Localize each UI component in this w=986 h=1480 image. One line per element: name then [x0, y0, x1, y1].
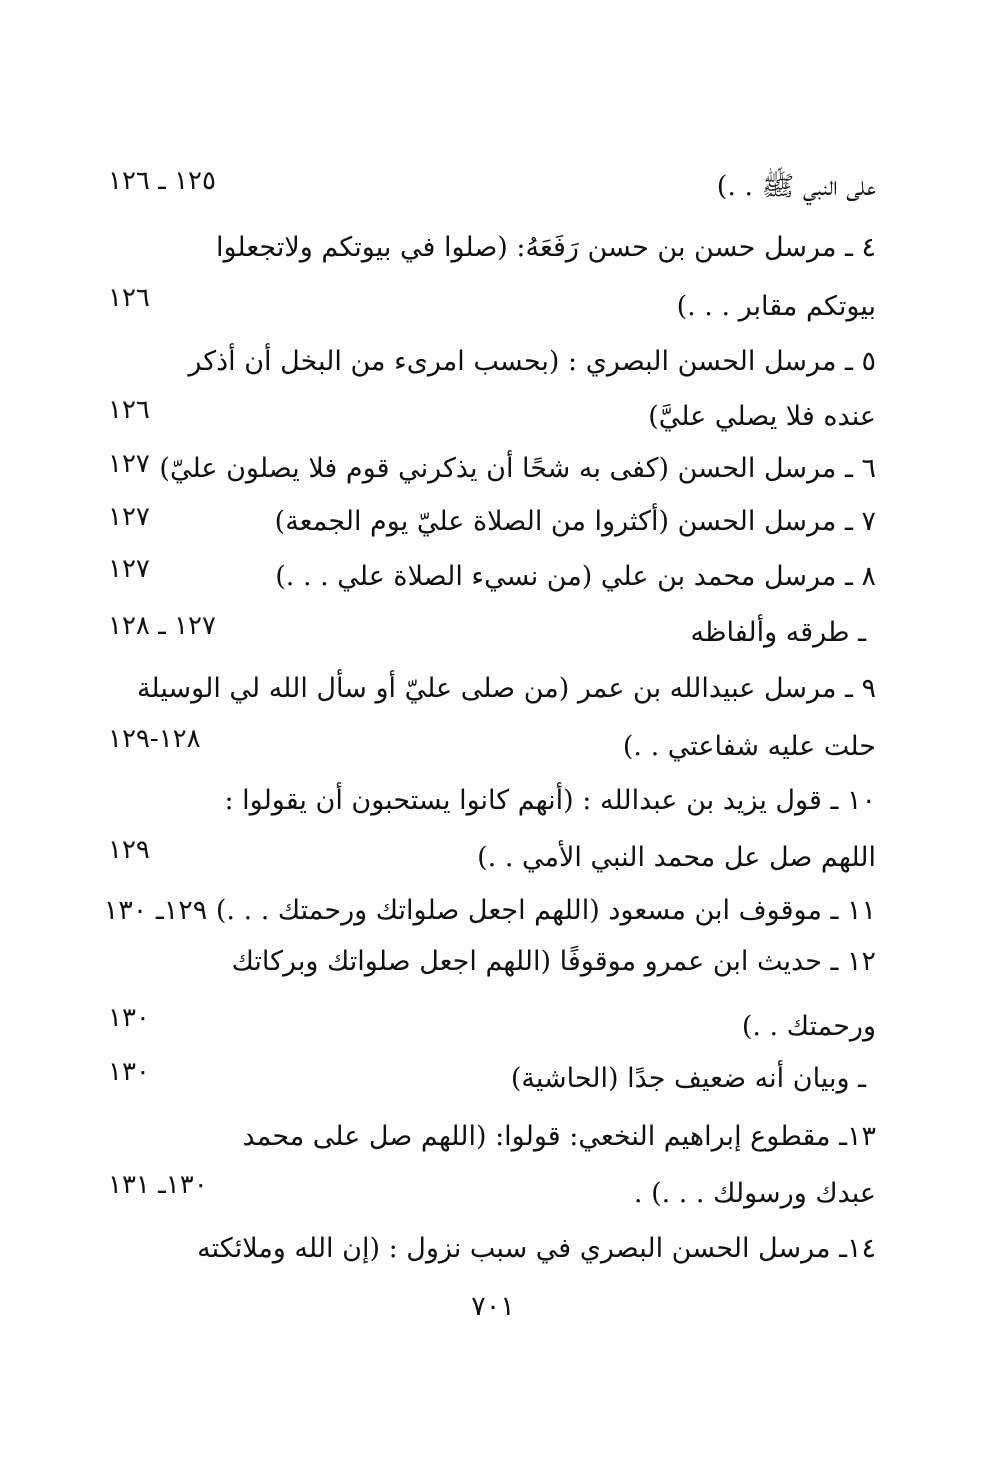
entry-pages-8: ١٢٧ — [108, 554, 150, 584]
entry-pages-7: ١٢٧ — [108, 502, 150, 532]
entry-line-13: اللهم صل عل محمد النبي الأمي . .) — [477, 842, 876, 873]
entry-line-10: ٩ ـ مرسل عبيدالله بن عمر (من صلى عليّ أو سأل الله لي الوسيلة — [136, 673, 876, 704]
entry-line-14: ١١ ـ موقوف ابن مسعود (اللهم اجعل صلواتك ورحمتك . . .) ١٢٩ـ ١٣٠ — [103, 895, 876, 926]
entry-line-19: عبدك ورسولك . . .) . — [633, 1178, 876, 1209]
entry-line-3: بيوتكم مقابر . . .) — [676, 291, 876, 322]
entry-pages-1: ١٢٥ ـ ١٢٦ — [108, 166, 216, 196]
entry-pages-9: ١٢٧ ـ ١٢٨ — [108, 611, 216, 641]
entry-line-16: ورحمتك . .) — [741, 1011, 876, 1042]
entry-pages-16: ١٣٠ — [108, 1003, 150, 1033]
entry-line-15: ١٢ ـ حديث ابن عمرو موقوفًا (اللهم اجعل صلواتك وبركاتك — [231, 946, 876, 977]
entry-line-2: ٤ ـ مرسل حسن بن حسن رَفَعَهُ: (صلوا في بيوتكم ولاتجعلوا — [215, 232, 876, 263]
entry-line-6: ٦ ـ مرسل الحسن (كفى به شحًا أن يذكرني قوم فلا يصلون عليّ) — [159, 453, 876, 484]
entry-line-5: عنده فلا يصلي عليَّ) — [648, 401, 876, 432]
entry-line-4: ٥ ـ مرسل الحسن البصري : (بحسب امرىء من البخل أن أذكر — [188, 346, 876, 377]
entry-line-18: ١٣ـ مقطوع إبراهيم النخعي: قولوا: (اللهم صل على محمد — [242, 1121, 876, 1152]
entry-pages-17: ١٣٠ — [108, 1057, 150, 1087]
entry-pages-19: ١٣٠ـ ١٣١ — [108, 1170, 208, 1200]
entry-line-20: ١٤ـ مرسل الحسن البصري في سبب نزول : (إن الله وملائكته — [197, 1233, 876, 1264]
entry-line-12: ١٠ ـ قول يزيد بن عبدالله : (أنهم كانوا يستحبون أن يقولوا : — [224, 785, 876, 816]
entry-line-8: ٨ ـ مرسل محمد بن علي (من نسيء الصلاة علي . . .) — [275, 561, 876, 592]
page-number: ٧٠١ — [471, 1291, 515, 1322]
entry-line-1: على النبي ﷺ . .) — [716, 171, 876, 202]
entry-pages-13: ١٢٩ — [108, 835, 150, 865]
entry-line-7: ٧ ـ مرسل الحسن (أكثروا من الصلاة عليّ يوم الجمعة) — [274, 506, 876, 537]
entry-pages-5: ١٢٦ — [108, 395, 150, 425]
entry-line-9: ـ طرقه وألفاظه — [690, 617, 866, 648]
entry-pages-3: ١٢٦ — [108, 283, 150, 313]
entry-line-11: حلت عليه شفاعتي . .) — [622, 731, 876, 762]
entry-line-17: ـ وبيان أنه ضعيف جدًا (الحاشية) — [510, 1063, 866, 1094]
entry-pages-6: ١٢٧ — [108, 449, 150, 479]
entry-pages-11: ١٢٨-١٢٩ — [108, 724, 201, 754]
